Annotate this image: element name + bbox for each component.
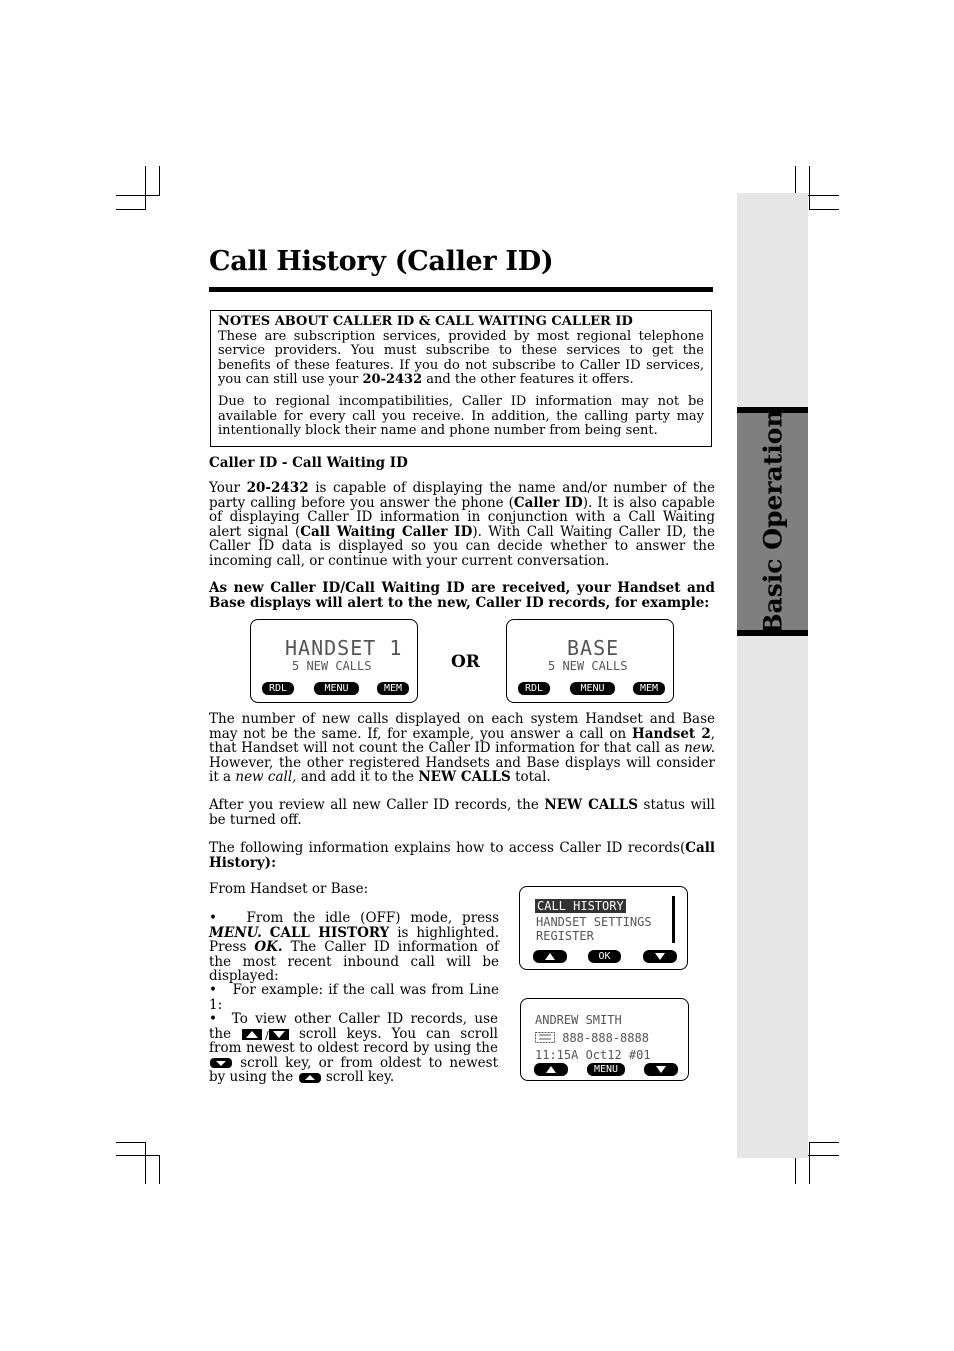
section-tab-label: Basic Operation: [758, 408, 787, 635]
base-display-line1: BASE: [567, 636, 620, 660]
call-time: 11:15A Oct12 #01: [535, 1048, 651, 1062]
menu-key[interactable]: MENU: [570, 682, 615, 695]
memory-key[interactable]: MEM: [377, 682, 409, 695]
title-rule: [209, 287, 713, 292]
down-arrow-icon: [655, 1065, 667, 1074]
crop-mark: [116, 209, 146, 210]
crop-mark: [159, 166, 160, 196]
crop-mark: [809, 1142, 839, 1143]
svg-text:/: /: [265, 1028, 269, 1040]
caller-id-display: [520, 998, 689, 1081]
notes-paragraph-2: Due to regional incompatibilities, Caller ID information may not be available for every call you receive. In addition, the calling party may intentionally block their name and phone number from being sent.: [218, 393, 704, 439]
bullet-3: • To view other Caller ID records, use the / scroll keys. You can scroll from newest to oldest record by using the scroll key, or from oldest to newest by using the scroll key.: [209, 1011, 499, 1086]
menu-item-call-history[interactable]: CALL HISTORY: [537, 899, 624, 913]
menu-item-register[interactable]: REGISTER: [536, 929, 594, 943]
caller-name: ANDREW SMITH: [535, 1013, 622, 1027]
memory-key[interactable]: MEM: [633, 682, 665, 695]
crop-mark: [116, 195, 160, 196]
up-arrow-icon: [545, 1065, 557, 1074]
handset-display-line1: HANDSET 1: [285, 636, 403, 660]
base-display: [506, 619, 674, 703]
notes-box: [210, 310, 712, 447]
crop-mark: [145, 1142, 146, 1184]
up-arrow-icon: [544, 952, 556, 961]
down-key[interactable]: [643, 950, 677, 963]
from-label: From Handset or Base:: [209, 881, 369, 897]
handset-display-line2: 5 NEW CALLS: [292, 659, 372, 673]
crop-mark: [809, 166, 810, 209]
review-paragraph: After you review all new Caller ID records, the NEW CALLS status will be turned off.: [209, 797, 715, 828]
up-key[interactable]: [533, 950, 567, 963]
crop-mark: [116, 1155, 160, 1156]
down-key[interactable]: [644, 1063, 678, 1076]
intro-paragraph: Your 20-2432 is capable of displaying the name and/or number of the party calling before you answer the phone (Caller ID). It is also capable of displaying Caller ID information in conjunction with a Call Waiting alert signal (Call Waiting Caller ID). With Call Waiting Caller ID, the Caller ID data is displayed so you can decide whether to answer the incoming call, or continue with your current conversation.: [209, 480, 716, 569]
crop-mark: [795, 166, 796, 196]
redial-key[interactable]: RDL: [262, 682, 294, 695]
notes-heading: NOTES ABOUT CALLER ID & CALL WAITING CALLER ID: [218, 314, 633, 329]
scrollbar[interactable]: [672, 896, 675, 943]
call-history-menu-display: [519, 886, 688, 970]
base-display-line2: 5 NEW CALLS: [548, 659, 628, 673]
crop-mark: [159, 1155, 160, 1184]
notes-paragraph-1: These are subscription services, provided by most regional telephone service providers. You must subscribe to these services to get the benefits of these features. If you do not subscribe to Caller ID services, you can still use your 20-2432 and the other features it offers.: [218, 328, 704, 388]
scroll-down-icon: [209, 1058, 233, 1068]
bullet-2: • For example: if the call was from Line 1:: [209, 982, 499, 1013]
section-heading: Caller ID - Call Waiting ID: [209, 455, 408, 471]
crop-mark: [809, 1142, 810, 1184]
handset-display: [250, 619, 418, 703]
section-tab: [737, 407, 808, 636]
caller-number-row: [535, 1031, 649, 1045]
scroll-up-icon: [298, 1073, 322, 1083]
sidebar-strip: [737, 193, 808, 1158]
menu-key[interactable]: MENU: [587, 1063, 625, 1076]
crop-mark: [795, 1155, 796, 1184]
up-key[interactable]: [534, 1063, 568, 1076]
redial-key[interactable]: RDL: [518, 682, 550, 695]
menu-item-handset-settings[interactable]: HANDSET SETTINGS: [536, 915, 652, 929]
page-title: Call History (Caller ID): [209, 246, 554, 277]
ok-key[interactable]: OK: [588, 950, 621, 963]
new-calls-paragraph: The number of new calls displayed on each system Handset and Base may not be the same. If, for example, you answer a call on Handset 2, that Handset will not count the Caller ID information for that call as new. However, the other registered Handsets and Base displays will consider it a new call, and add it to the NEW CALLS total.: [209, 711, 716, 786]
scroll-keys-icon: [241, 1029, 289, 1040]
crop-mark: [116, 1142, 146, 1143]
access-paragraph: The following information explains how to access Caller ID records(Call History):: [209, 840, 715, 871]
alert-paragraph: As new Caller ID/Call Waiting ID are received, your Handset and Base displays will alert to the new, Caller ID records, for example:: [209, 580, 715, 611]
bullet-1: • From the idle (OFF) mode, press MENU. CALL HISTORY is highlighted. Press OK. The Caller ID information of the most recent inbound call will be displayed:: [209, 910, 499, 985]
crop-mark: [145, 166, 146, 209]
or-label: OR: [451, 652, 480, 672]
caller-number: 888-888-8888: [562, 1031, 649, 1045]
down-arrow-icon: [654, 952, 666, 961]
line-1-icon: [535, 1032, 555, 1043]
menu-key[interactable]: MENU: [314, 682, 359, 695]
crop-mark: [809, 209, 839, 210]
